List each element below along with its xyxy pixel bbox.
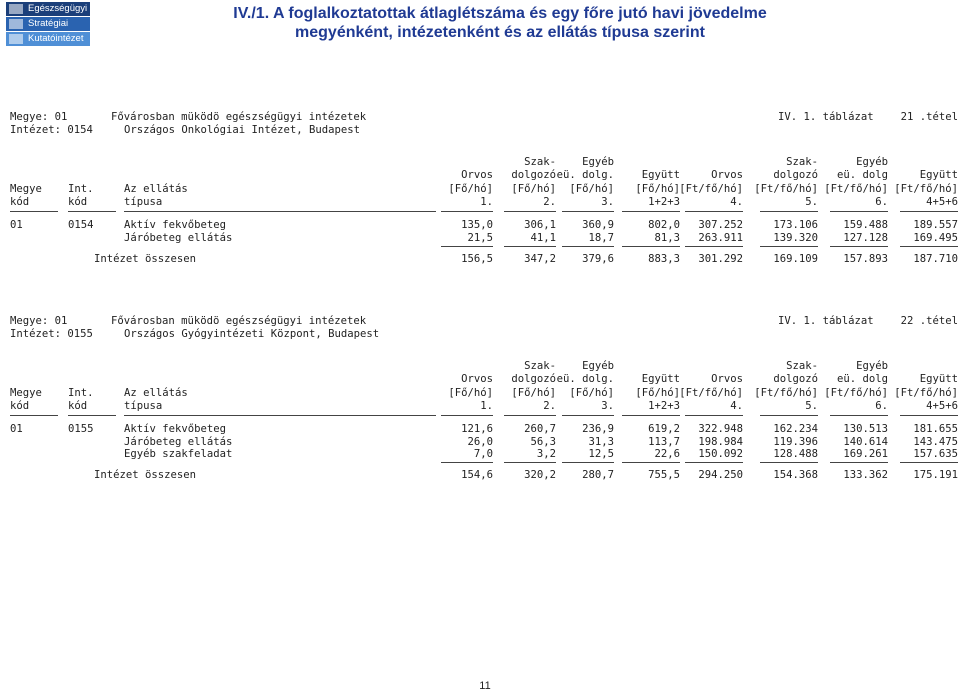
header-cell: 1. xyxy=(480,399,493,412)
logo-line2: Stratégiai xyxy=(28,18,69,29)
separator-line xyxy=(830,246,888,247)
page-number: 11 xyxy=(479,680,491,692)
header-cell: kód xyxy=(68,399,88,412)
header-cell: Megye xyxy=(10,182,42,195)
separator-line xyxy=(760,246,818,247)
page-title xyxy=(230,4,770,42)
header-cell: Egyéb xyxy=(856,156,888,168)
row-value: 139.320 xyxy=(773,231,818,244)
separator-line xyxy=(830,462,888,463)
header-cell: eü. dolg. xyxy=(556,169,614,182)
row-value: 307.252 xyxy=(698,219,743,232)
row-megye: 01 xyxy=(10,219,23,232)
header-cell: Orvos xyxy=(711,373,743,386)
megye-label: Megye: 01 xyxy=(10,111,68,123)
row-type: Aktív fekvőbeteg xyxy=(124,219,227,232)
logo-line1: Egészségügyi xyxy=(28,3,88,14)
separator-line xyxy=(441,246,493,247)
row-value: 18,7 xyxy=(588,231,614,244)
separator-line xyxy=(441,462,493,463)
header-cell: Együtt xyxy=(919,373,958,386)
header-cell: 3. xyxy=(601,399,614,412)
total-value: 133.362 xyxy=(843,469,888,482)
total-value: 379,6 xyxy=(582,252,614,265)
tetel-label: 22 .tétel xyxy=(900,315,958,327)
header-cell: kód xyxy=(68,195,88,208)
separator-line xyxy=(504,462,556,463)
header-cell: [Fő/hó] xyxy=(569,182,614,195)
header-cell: 4. xyxy=(730,399,743,412)
separator-line xyxy=(124,415,436,416)
total-value: 156,5 xyxy=(461,252,493,265)
header-cell: kód xyxy=(10,399,30,412)
row-value: 236,9 xyxy=(582,423,614,436)
header-cell: Egyéb xyxy=(582,360,614,372)
header-cell: 4+5+6 xyxy=(926,399,958,412)
header-cell: Orvos xyxy=(461,169,493,182)
header-cell: [Ft/fő/hó] xyxy=(679,182,743,195)
header-cell: [Ft/fő/hó] xyxy=(754,182,818,195)
header-cell: Együtt xyxy=(641,169,680,182)
separator-line xyxy=(622,246,680,247)
row-value: 260,7 xyxy=(524,423,556,436)
row-value: 181.655 xyxy=(913,423,958,436)
header-cell: Szak- xyxy=(786,156,818,168)
header-cell: Együtt xyxy=(641,373,680,386)
separator-line xyxy=(900,415,958,416)
total-value: 169.109 xyxy=(773,252,818,265)
separator-line xyxy=(562,211,614,212)
institute-logo xyxy=(6,2,90,46)
separator-line xyxy=(685,462,743,463)
separator-line xyxy=(760,211,818,212)
row-type: Aktív fekvőbeteg xyxy=(124,423,227,436)
header-cell: 5. xyxy=(805,399,818,412)
separator-line xyxy=(124,211,436,212)
header-cell: 5. xyxy=(805,195,818,208)
total-value: 187.710 xyxy=(913,252,958,265)
header-cell: dolgozó xyxy=(773,373,818,386)
header-cell: 1+2+3 xyxy=(648,399,680,412)
header-cell: [Fő/hó] xyxy=(511,386,556,399)
header-cell: [Ft/fő/hó] xyxy=(824,182,888,195)
header-cell: Egyéb xyxy=(582,156,614,168)
separator-line xyxy=(562,415,614,416)
row-value: 130.513 xyxy=(843,423,888,436)
row-value: 3,2 xyxy=(536,447,556,460)
separator-line xyxy=(760,462,818,463)
megye-name: Fővárosban müködö egészségügyi intézetek xyxy=(111,315,367,327)
row-value: 143.475 xyxy=(913,435,958,448)
row-value: 135,0 xyxy=(461,219,493,232)
header-cell: eü. dolg xyxy=(836,169,888,182)
separator-line xyxy=(68,211,116,212)
total-value: 301.292 xyxy=(698,252,743,265)
row-value: 263.911 xyxy=(698,231,743,244)
row-value: 7,0 xyxy=(473,447,493,460)
separator-line xyxy=(622,462,680,463)
separator-line xyxy=(622,415,680,416)
logo-line3: Kutatóintézet xyxy=(28,33,84,44)
separator-line xyxy=(10,211,58,212)
header-cell: eü. dolg xyxy=(836,373,888,386)
header-cell: [Fő/hó] xyxy=(635,386,680,399)
separator-line xyxy=(504,246,556,247)
title-line1: IV./1. A foglalkoztatottak átlaglétszáma és egy főre jutó havi jövedelme xyxy=(233,5,767,22)
header-cell: Az ellátás xyxy=(124,182,188,195)
separator-line xyxy=(900,462,958,463)
total-value: 157.893 xyxy=(843,252,888,265)
row-value: 113,7 xyxy=(648,435,680,448)
row-type: Járóbeteg ellátás xyxy=(124,435,233,448)
header-cell: típusa xyxy=(124,195,163,208)
total-value: 280,7 xyxy=(582,469,614,482)
total-value: 175.191 xyxy=(913,469,958,482)
row-value: 619,2 xyxy=(648,423,680,436)
header-cell: Együtt xyxy=(919,169,958,182)
total-value: 154,6 xyxy=(461,469,493,482)
header-cell: kód xyxy=(10,195,30,208)
separator-line xyxy=(441,211,493,212)
header-cell: Szak- xyxy=(786,360,818,372)
total-value: 347,2 xyxy=(524,252,556,265)
row-value: 189.557 xyxy=(913,219,958,232)
header-cell: [Fő/hó] xyxy=(511,182,556,195)
separator-line xyxy=(900,211,958,212)
header-cell: 4. xyxy=(730,195,743,208)
row-value: 150.092 xyxy=(698,447,743,460)
row-value: 360,9 xyxy=(582,219,614,232)
row-value: 31,3 xyxy=(588,435,614,448)
row-value: 21,5 xyxy=(467,231,493,244)
megye-name: Fővárosban müködö egészségügyi intézetek xyxy=(111,111,367,123)
header-cell: [Fő/hó] xyxy=(448,386,493,399)
header-cell: dolgozó xyxy=(511,373,556,386)
separator-line xyxy=(685,211,743,212)
row-value: 121,6 xyxy=(461,423,493,436)
header-cell: dolgozó xyxy=(773,169,818,182)
header-cell: Orvos xyxy=(711,169,743,182)
header-cell: [Ft/fő/hó] xyxy=(679,386,743,399)
header-cell: Megye xyxy=(10,386,42,399)
header-cell: [Fő/hó] xyxy=(448,182,493,195)
separator-line xyxy=(562,246,614,247)
total-value: 294.250 xyxy=(698,469,743,482)
header-cell: [Fő/hó] xyxy=(635,182,680,195)
header-cell: [Ft/fő/hó] xyxy=(824,386,888,399)
row-int: 0155 xyxy=(68,423,94,436)
row-value: 81,3 xyxy=(654,231,680,244)
header-cell: dolgozó xyxy=(511,169,556,182)
table-label: IV. 1. táblázat xyxy=(778,315,874,327)
header-cell: [Ft/fő/hó] xyxy=(894,182,958,195)
header-cell: Egyéb xyxy=(856,360,888,372)
row-value: 322.948 xyxy=(698,423,743,436)
separator-line xyxy=(685,246,743,247)
total-label: Intézet összesen xyxy=(94,252,197,265)
row-value: 306,1 xyxy=(524,219,556,232)
row-value: 140.614 xyxy=(843,435,888,448)
row-type: Járóbeteg ellátás xyxy=(124,231,233,244)
row-value: 198.984 xyxy=(698,435,743,448)
table-label: IV. 1. táblázat xyxy=(778,111,874,123)
row-value: 162.234 xyxy=(773,423,818,436)
row-value: 119.396 xyxy=(773,435,818,448)
separator-line xyxy=(504,211,556,212)
separator-line xyxy=(685,415,743,416)
header-cell: 1+2+3 xyxy=(648,195,680,208)
header-cell: típusa xyxy=(124,399,163,412)
row-value: 127.128 xyxy=(843,231,888,244)
separator-line xyxy=(562,462,614,463)
row-value: 128.488 xyxy=(773,447,818,460)
total-value: 154.368 xyxy=(773,469,818,482)
header-cell: [Ft/fő/hó] xyxy=(894,386,958,399)
tetel-label: 21 .tétel xyxy=(900,111,958,123)
row-type: Egyéb szakfeladat xyxy=(124,447,233,460)
header-cell: 2. xyxy=(543,195,556,208)
title-line2: megyénként, intézetenként és az ellátás típusa szerint xyxy=(295,24,705,41)
header-cell: Az ellátás xyxy=(124,386,188,399)
separator-line xyxy=(441,415,493,416)
header-cell: Int. xyxy=(68,386,94,399)
header-cell: Orvos xyxy=(461,373,493,386)
row-megye: 01 xyxy=(10,423,23,436)
row-int: 0154 xyxy=(68,219,94,232)
separator-line xyxy=(900,246,958,247)
row-value: 41,1 xyxy=(530,231,556,244)
header-cell: 2. xyxy=(543,399,556,412)
header-cell: 3. xyxy=(601,195,614,208)
intezet-label: Intézet: 0155 xyxy=(10,328,93,340)
row-value: 802,0 xyxy=(648,219,680,232)
header-cell: [Ft/fő/hó] xyxy=(754,386,818,399)
total-value: 755,5 xyxy=(648,469,680,482)
header-cell: Szak- xyxy=(524,360,556,372)
intezet-name: Országos Onkológiai Intézet, Budapest xyxy=(124,124,360,136)
row-value: 173.106 xyxy=(773,219,818,232)
header-cell: 1. xyxy=(480,195,493,208)
total-label: Intézet összesen xyxy=(94,469,197,482)
row-value: 157.635 xyxy=(913,447,958,460)
separator-line xyxy=(760,415,818,416)
header-cell: [Fő/hó] xyxy=(569,386,614,399)
row-value: 169.261 xyxy=(843,447,888,460)
row-value: 159.488 xyxy=(843,219,888,232)
total-value: 883,3 xyxy=(648,252,680,265)
row-value: 12,5 xyxy=(588,447,614,460)
row-value: 22,6 xyxy=(654,447,680,460)
row-value: 26,0 xyxy=(467,435,493,448)
separator-line xyxy=(622,211,680,212)
header-cell: Int. xyxy=(68,182,94,195)
megye-label: Megye: 01 xyxy=(10,315,68,327)
separator-line xyxy=(830,415,888,416)
row-value: 169.495 xyxy=(913,231,958,244)
separator-line xyxy=(68,415,116,416)
header-cell: 6. xyxy=(875,195,888,208)
intezet-label: Intézet: 0154 xyxy=(10,124,93,136)
header-cell: Szak- xyxy=(524,156,556,168)
header-cell: 4+5+6 xyxy=(926,195,958,208)
header-cell: 6. xyxy=(875,399,888,412)
intezet-name: Országos Gyógyintézeti Központ, Budapest xyxy=(124,328,380,340)
row-value: 56,3 xyxy=(530,435,556,448)
total-value: 320,2 xyxy=(524,469,556,482)
separator-line xyxy=(504,415,556,416)
separator-line xyxy=(10,415,58,416)
header-cell: eü. dolg. xyxy=(556,373,614,386)
separator-line xyxy=(830,211,888,212)
